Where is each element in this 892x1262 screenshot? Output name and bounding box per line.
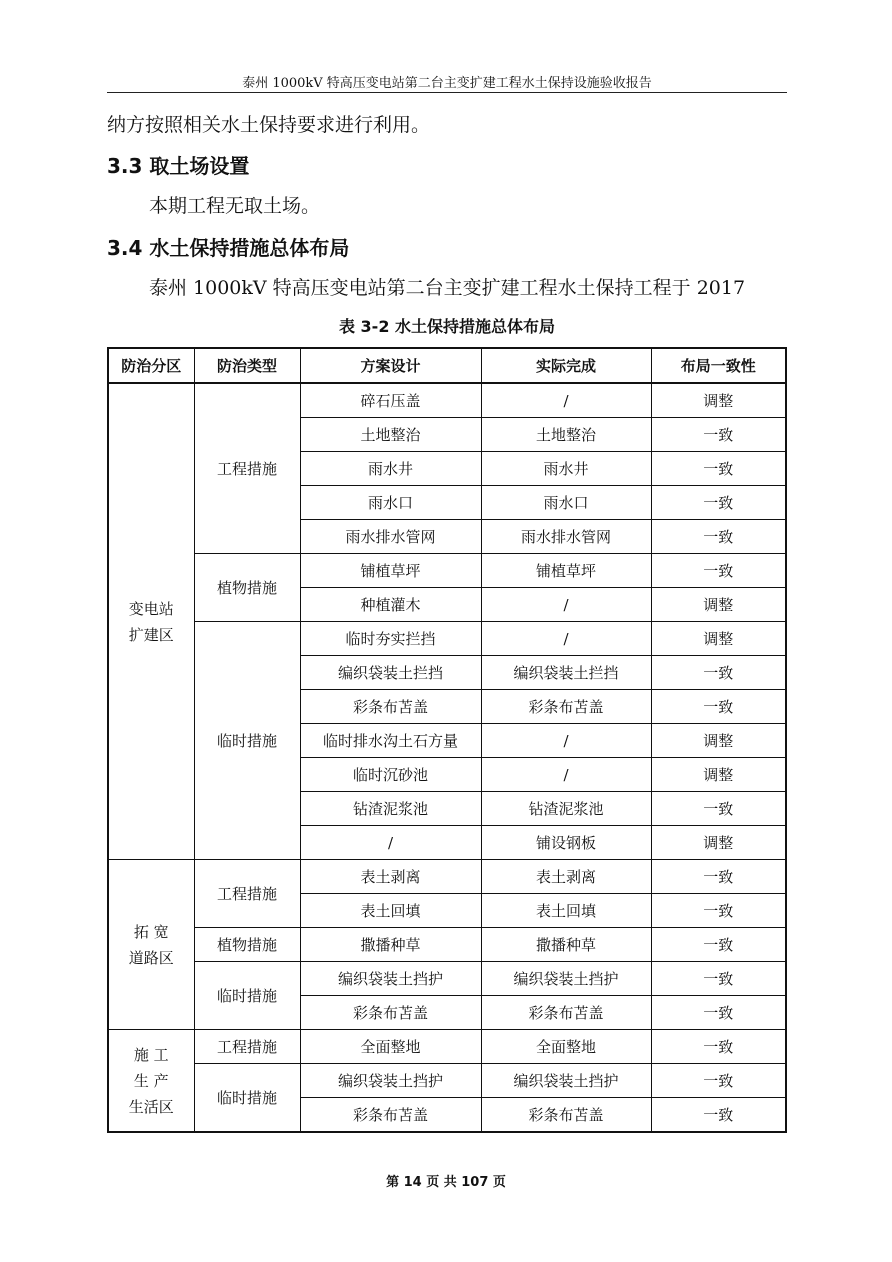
measure-type-cell: 临时措施: [194, 962, 300, 1030]
actual-cell: 雨水井: [481, 452, 651, 486]
column-header: 实际完成: [481, 348, 651, 383]
design-cell: 表土剥离: [300, 860, 481, 894]
actual-cell: 撒播种草: [481, 928, 651, 962]
table-row: [108, 962, 786, 996]
zone-name-line: 生 产: [133, 1071, 169, 1090]
design-cell: 钻渣泥浆池: [300, 792, 481, 826]
consistency-cell: 一致: [651, 962, 786, 996]
table-row: [108, 554, 786, 588]
design-cell: 表土回填: [300, 894, 481, 928]
consistency-cell: 一致: [651, 520, 786, 554]
consistency-cell: 调整: [651, 724, 786, 758]
measure-type-cell: 工程措施: [194, 860, 300, 928]
table-row: [108, 1030, 786, 1064]
actual-cell: 土地整治: [481, 418, 651, 452]
table-row: [108, 860, 786, 894]
design-cell: 碎石压盖: [300, 383, 481, 418]
design-cell: 雨水口: [300, 486, 481, 520]
actual-cell: 铺植草坪: [481, 554, 651, 588]
design-cell: 彩条布苫盖: [300, 1098, 481, 1133]
consistency-cell: 一致: [651, 928, 786, 962]
consistency-cell: 一致: [651, 860, 786, 894]
actual-cell: 编织袋装土挡护: [481, 962, 651, 996]
design-cell: 铺植草坪: [300, 554, 481, 588]
design-cell: 土地整治: [300, 418, 481, 452]
measure-type-cell: 植物措施: [194, 928, 300, 962]
measure-type-cell: 工程措施: [194, 383, 300, 554]
actual-cell: /: [481, 383, 651, 418]
design-cell: 种植灌木: [300, 588, 481, 622]
zone-name-line: 道路区: [128, 948, 174, 967]
section-heading-3-3: 3.3 取土场设置: [107, 154, 250, 178]
design-cell: 编织袋装土挡护: [300, 962, 481, 996]
page-header: 泰州 1000kV 特高压变电站第二台主变扩建工程水土保持设施验收报告: [242, 76, 652, 91]
table-header-row: [108, 348, 786, 383]
actual-cell: 表土回填: [481, 894, 651, 928]
zone-name-line: 施 工: [133, 1045, 169, 1064]
table-row: [108, 383, 786, 418]
paragraph-no-borrow-pit: 本期工程无取土场。: [149, 195, 321, 217]
actual-cell: 彩条布苫盖: [481, 1098, 651, 1133]
actual-cell: /: [481, 758, 651, 792]
column-header: 布局一致性: [651, 348, 786, 383]
actual-cell: 全面整地: [481, 1030, 651, 1064]
measures-layout-table: [107, 347, 787, 1133]
table-caption: 表 3-2 水土保持措施总体布局: [338, 317, 556, 336]
actual-cell: 钻渣泥浆池: [481, 792, 651, 826]
measure-type-cell: 临时措施: [194, 1064, 300, 1133]
actual-cell: 雨水口: [481, 486, 651, 520]
zone-cell: [108, 383, 194, 860]
actual-cell: /: [481, 724, 651, 758]
zone-name-line: 生活区: [128, 1097, 174, 1116]
column-header: 方案设计: [300, 348, 481, 383]
design-cell: 临时排水沟土石方量: [300, 724, 481, 758]
consistency-cell: 调整: [651, 383, 786, 418]
zone-name-line: 扩建区: [128, 625, 174, 644]
paragraph-continuation: 纳方按照相关水土保持要求进行利用。: [107, 114, 431, 136]
actual-cell: 表土剥离: [481, 860, 651, 894]
actual-cell: 雨水排水管网: [481, 520, 651, 554]
actual-cell: /: [481, 588, 651, 622]
actual-cell: 编织袋装土挡护: [481, 1064, 651, 1098]
consistency-cell: 一致: [651, 656, 786, 690]
consistency-cell: 一致: [651, 1030, 786, 1064]
consistency-cell: 一致: [651, 690, 786, 724]
design-cell: 编织袋装土拦挡: [300, 656, 481, 690]
measure-type-cell: 工程措施: [194, 1030, 300, 1064]
table-row: [108, 1064, 786, 1098]
table-row: [108, 622, 786, 656]
consistency-cell: 调整: [651, 826, 786, 860]
consistency-cell: 一致: [651, 452, 786, 486]
consistency-cell: 调整: [651, 758, 786, 792]
consistency-cell: 一致: [651, 418, 786, 452]
zone-name-line: 变电站: [128, 599, 174, 618]
table-row: [108, 928, 786, 962]
design-cell: 彩条布苫盖: [300, 996, 481, 1030]
consistency-cell: 一致: [651, 792, 786, 826]
design-cell: 彩条布苫盖: [300, 690, 481, 724]
actual-cell: 铺设钢板: [481, 826, 651, 860]
design-cell: 撒播种草: [300, 928, 481, 962]
design-cell: /: [300, 826, 481, 860]
design-cell: 全面整地: [300, 1030, 481, 1064]
column-header: 防治分区: [108, 348, 194, 383]
actual-cell: 编织袋装土拦挡: [481, 656, 651, 690]
zone-cell: [108, 1030, 194, 1133]
section-heading-3-4: 3.4 水土保持措施总体布局: [107, 236, 350, 260]
zone-cell: [108, 860, 194, 1030]
consistency-cell: 一致: [651, 996, 786, 1030]
actual-cell: 彩条布苫盖: [481, 690, 651, 724]
measure-type-cell: 植物措施: [194, 554, 300, 622]
actual-cell: /: [481, 622, 651, 656]
table-body: [108, 383, 786, 1132]
measure-type-cell: 临时措施: [194, 622, 300, 860]
design-cell: 临时夯实拦挡: [300, 622, 481, 656]
design-cell: 雨水井: [300, 452, 481, 486]
header-rule: [107, 92, 787, 93]
consistency-cell: 调整: [651, 588, 786, 622]
consistency-cell: 一致: [651, 1098, 786, 1133]
page-footer: 第 14 页 共 107 页: [386, 1175, 506, 1190]
consistency-cell: 一致: [651, 486, 786, 520]
consistency-cell: 调整: [651, 622, 786, 656]
consistency-cell: 一致: [651, 894, 786, 928]
actual-cell: 彩条布苫盖: [481, 996, 651, 1030]
design-cell: 雨水排水管网: [300, 520, 481, 554]
design-cell: 临时沉砂池: [300, 758, 481, 792]
paragraph-layout-intro: 泰州 1000kV 特高压变电站第二台主变扩建工程水土保持工程于 2017: [149, 277, 746, 299]
design-cell: 编织袋装土挡护: [300, 1064, 481, 1098]
column-header: 防治类型: [194, 348, 300, 383]
consistency-cell: 一致: [651, 1064, 786, 1098]
zone-name-line: 拓 宽: [133, 922, 169, 941]
consistency-cell: 一致: [651, 554, 786, 588]
